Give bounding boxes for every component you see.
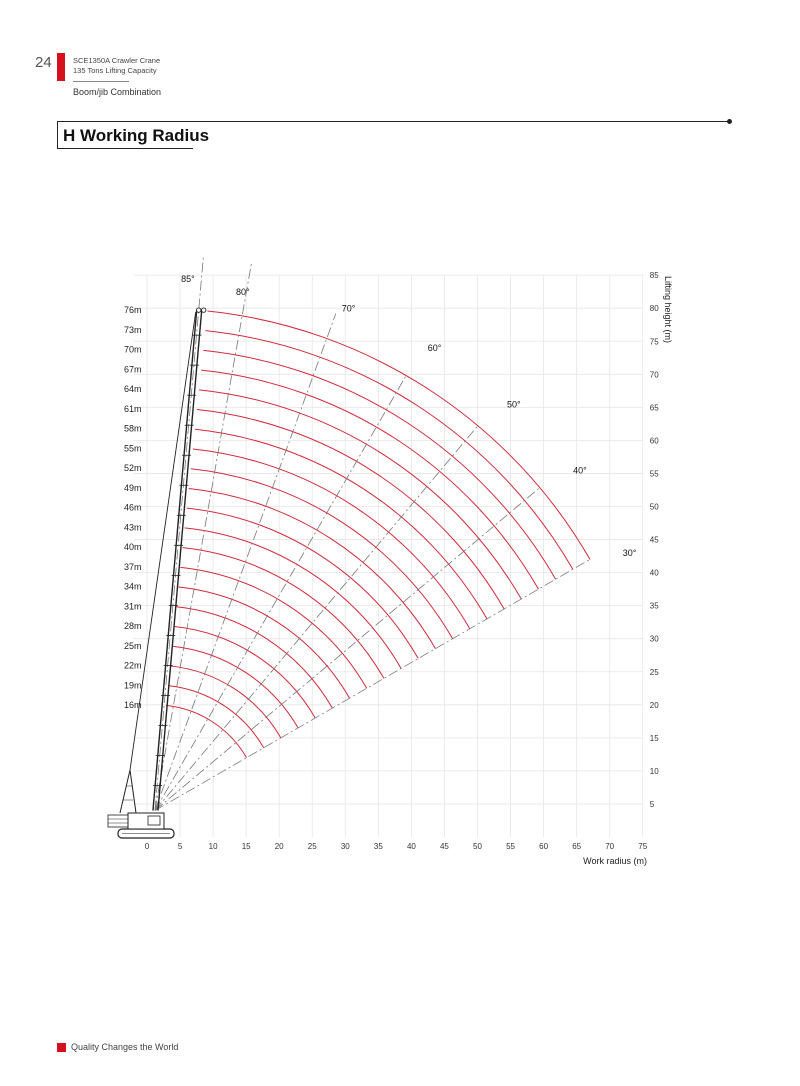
y-tick-label: 80	[649, 304, 659, 314]
radius-arc	[185, 528, 401, 669]
angle-ray	[155, 264, 251, 811]
section-title: Boom/jib Combination	[73, 87, 162, 97]
angle-label: 30°	[622, 548, 637, 559]
radius-arc	[207, 311, 590, 559]
angle-ray	[155, 559, 590, 810]
boom-head-sheave	[197, 308, 201, 312]
boom-length-label: 19m	[124, 680, 142, 691]
x-tick-label: 10	[208, 842, 218, 851]
angle-ray	[155, 257, 203, 810]
boom-length-label: 64m	[124, 384, 142, 395]
radius-arc	[178, 587, 349, 698]
boom-length-label: 16m	[124, 700, 142, 711]
x-tick-label: 70	[605, 842, 615, 851]
y-tick-label: 35	[649, 601, 659, 611]
boom-length-label: 73m	[124, 324, 142, 335]
radius-arc	[187, 508, 419, 658]
footer-slogan: Quality Changes the World	[71, 1042, 179, 1052]
boom-length-label: 55m	[124, 443, 142, 454]
angle-label: 70°	[341, 303, 356, 314]
y-tick-label: 65	[649, 403, 659, 413]
y-axis-label: Lifting height (m)	[663, 276, 673, 344]
chart-grid	[134, 275, 643, 837]
radius-arc	[197, 410, 504, 609]
boom-length-label: 40m	[124, 542, 142, 553]
y-tick-label: 50	[649, 502, 659, 512]
angle-label: 40°	[573, 465, 587, 476]
x-tick-label: 20	[274, 842, 284, 851]
radius-arc	[191, 469, 453, 639]
angle-label: 85°	[181, 273, 195, 284]
x-tick-label: 65	[572, 842, 582, 851]
boom-length-label: 22m	[124, 660, 142, 671]
boom-length-label: 58m	[124, 423, 142, 434]
x-tick-label: 15	[241, 842, 251, 851]
y-tick-label: 10	[649, 766, 659, 776]
x-tick-label: 5	[177, 842, 183, 851]
y-tick-label: 30	[649, 634, 659, 644]
x-tick-label: 25	[307, 842, 317, 851]
y-tick-label: 5	[649, 799, 655, 809]
mast	[120, 770, 130, 813]
mast	[130, 770, 136, 813]
x-axis-label: Work radius (m)	[583, 856, 647, 866]
y-tick-label: 85	[649, 271, 659, 281]
y-tick-label: 45	[649, 535, 659, 545]
y-tick-label: 20	[649, 700, 659, 710]
operator-cab	[148, 816, 160, 825]
boom-head-sheave	[202, 308, 206, 312]
x-tick-label: 30	[340, 842, 350, 851]
x-tick-label: 75	[638, 842, 648, 851]
y-tick-label: 60	[649, 436, 659, 446]
boom-length-label: 28m	[124, 621, 142, 632]
y-tick-label: 15	[649, 733, 659, 743]
page-heading: H Working Radius	[63, 126, 210, 145]
boom-length-label: 70m	[124, 344, 142, 355]
angle-ray	[155, 488, 540, 811]
y-tick-label: 55	[649, 469, 659, 479]
y-tick-label: 75	[649, 337, 659, 347]
angle-label: 60°	[427, 343, 442, 354]
boom-length-label: 52m	[124, 463, 142, 474]
boom-length-label: 37m	[124, 561, 142, 572]
boom-length-label: 46m	[124, 502, 142, 513]
chart-labels	[124, 271, 673, 866]
boom-length-label: 31m	[124, 601, 142, 612]
x-tick-label: 55	[506, 842, 516, 851]
counterweight	[108, 815, 130, 827]
boom-length-label: 61m	[124, 403, 142, 414]
x-tick-label: 45	[439, 842, 449, 851]
product-line-2: 135 Tons Lifting Capacity	[73, 66, 157, 75]
x-tick-label: 50	[473, 842, 482, 851]
angle-label: 50°	[507, 399, 521, 410]
boom-length-label: 67m	[124, 364, 142, 375]
y-tick-label: 70	[649, 370, 659, 380]
angle-label: 80°	[236, 286, 250, 297]
radius-arc	[201, 370, 538, 589]
boom-length-label: 49m	[124, 482, 142, 493]
page-number: 24	[35, 54, 52, 71]
boom-length-label: 76m	[124, 305, 142, 316]
x-tick-label: 60	[539, 842, 549, 851]
boom-length-label: 43m	[124, 522, 142, 533]
y-tick-label: 25	[649, 667, 659, 677]
boom-length-label: 34m	[124, 581, 142, 592]
x-tick-label: 35	[373, 842, 383, 851]
x-tick-label: 40	[406, 842, 416, 851]
radius-arc	[180, 567, 366, 688]
y-tick-label: 40	[649, 568, 659, 578]
x-tick-label: 0	[144, 842, 150, 851]
footer-accent-square	[57, 1043, 66, 1052]
product-line-1: SCE1350A Crawler Crane	[73, 56, 161, 65]
angle-ray	[155, 426, 478, 811]
boom-length-label: 25m	[124, 640, 142, 651]
boom-chord	[153, 310, 197, 810]
radius-arc	[195, 429, 487, 619]
